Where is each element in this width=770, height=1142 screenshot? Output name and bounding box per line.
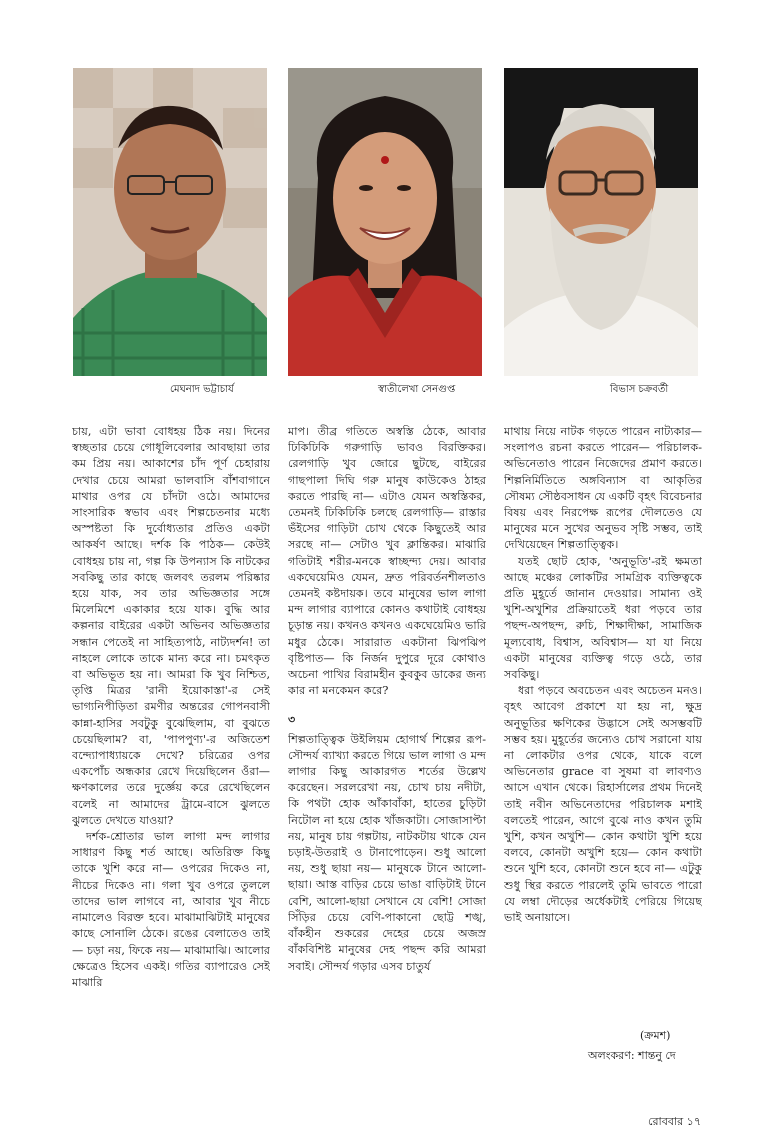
portrait-meghnad-photo [73, 68, 267, 376]
paragraph: শিল্পতাত্ত্বিক উইলিয়ম হোগার্থ শিল্পের রূপ-সৌন্দর্য ব্যাখ্যা করতে গিয়ে ভাল লাগা ও মন্দ লাগার কিছু আকারগত শর্তের উল্লেখ করেছেন। সরলরেখা নয়, চোখ চায় নদীটা, কি পথটা হোক আঁকাবাঁকা, হাতের চুড়িটা নিটোল না হয়ে হোক খাঁজকাটা। সোজাসাপ্টা নয়, মানুষ চায় গল্পটায়, নাটকটায় থাকে যেন চড়াই-উতরাই ও টানাপোড়েন। শুধু আলো নয়, শুধু ছায়া নয়— মানুষকে টানে আলো-ছায়া। আস্ত বাড়ির চেয়ে ভাঙা বাড়িটাই টানে বেশি, আলো-ছায়া সেখানে যে বেশি! সোজা সিঁড়ির চেয়ে বেণি-পাকানো ছোট্ট শঙ্খ, বাঁকহীন শুকরের দেহের চেয়ে অজস্র বাঁকবিশিষ্ট মানুষের দেহ পছন্দ করি আমরা সবাই। সৌন্দর্য গড়ার এসব চাতুর্য [288, 732, 486, 973]
paragraph: চায়, এটা ভাবা বোধহয় ঠিক নয়। দিনের স্বচ্ছতার চেয়ে গোধূলিবেলার আবছায়া তার কম প্রিয় নয়। আকাশের চাঁদ পূর্ণ চেহারায় দেখার চেয়ে আমরা ভালবাসি বাঁশবাগানে মাথার ওপর যে চাঁদটা ওঠে। আমাদের সাংসারিক স্বভাব এবং শিল্পচেতনার মধ্যে অস্পষ্টতা কি দুর্বোধ্যতার প্রতিও একটা আকর্ষণ আছে। দর্শক কি পাঠক— কেউই বোধহয় চায় না, গল্প কি উপন্যাস কি নাটকের সবকিছু তার কাছে জলবৎ তরলম পরিষ্কার হয়ে যাক, সব তার অভিজ্ঞতার সঙ্গে মিলেমিশে একাকার হয়ে যাক। বুদ্ধি আর কল্পনার বাইরের একটা অভিনব অভিজ্ঞতার সন্ধান পেতেই না সাহিত্যপাঠ, নাট্যদর্শন! তা নাহলে লোকে তাকে মান্য করে না। চমৎকৃত বা অভিভূত হয় না। আমরা কি খুব নিশ্চিত, তৃপ্তি মিত্রর 'রানী ইয়োকাস্তা'-র সেই ভাগ্যনিপীড়িতা রমণীর অন্তরের গোপনবাসী কান্না-হাসির সবটুকু বুঝেছিলাম, বা বুঝতে চেয়েছিলাম? বা, 'পাপপুণ্য'-র অজিতেশ বন্দ্যোপাধ্যায়কে দেখে? চরিত্রের ওপর একপোঁচ অন্ধকার রেখে দিয়েছিলেন ওঁরা— ক্ষণকালের তরে দুর্জ্ঞেয় করে রেখেছিলেন বলেই না আমাদের ট্রামে-বাসে ঝুলতে ঝুলতে দেখতে যাওয়া? [72, 425, 270, 827]
paragraph: মাপ। তীব্র গতিতে অস্বস্তি ঠেকে, আবার ঢিকিঢিকি গরুগাড়ি ভাবও বিরক্তিকর। রেলগাড়ি খুব জোরে ছুটছে, বাইরের গাছপালা দিঘি গরু মানুষ কাউকেও ঠাহর করতে পারছি না— এটাও যেমন অস্বস্তিকর, তেমনই ঢিকিঢিকি চলছে রেলগাড়ি— রাস্তার ভঁইসের গাড়িটা চোখ থেকে কিছুতেই আর সরছে না— সেটাও খুব ক্লান্তিকর। মাঝারি গতিটাই শরীর-মনকে স্বাচ্ছন্দ্য দেয়। আবার একঘেয়েমিও যেমন, দ্রুত পরিবর্তনশীলতাও তেমনই কষ্টদায়ক। তবে মানুষের ভাল লাগা মন্দ লাগার ব্যাপারে কোনও কথাটাই বোধহয় চূড়ান্ত নয়। কখনও কখনও একঘেয়েমিও ভারি মধুর ঠেকে। সারারাত একটানা ঝিপঝিপ বৃষ্টিপাত— কি নির্জন দুপুরে দূরে কোথাও অচেনা পাখির বিরামহীন কুবকুব ডাকের জন্য কার না মনকেমন করে? [288, 425, 486, 698]
article-column-1 [72, 424, 270, 1064]
photo-caption: স্বাতীলেখা সেনগুপ্ত [378, 384, 456, 395]
paragraph: ধরা পড়বে অবচেতন এবং অচেতন মনও। বৃহৎ আবেগ প্রকাশে যা হয় না, ক্ষুদ্র অনুভূতির ক্ষণিকের উদ্ভাসে সেই অসম্ভবটি সম্ভব হয়। মুহূর্তের জন্যেও চোখ সরানো যায় না লোকটার ওপর থেকে, যাকে বলে অভিনেতার grace বা সুষমা বা লাবণ্যও আসে এখান থেকে। রিহার্সালের প্রথম দিনেই তাই নবীন অভিনেতাদের পরিচালক মশাই বলতেই পারেন, আগে বুঝে নাও কখন তুমি খুশি, কখন অখুশি— কোন কথাটা খুশি হয়ে বলবে, কোনটা অখুশি হয়ে— কোন কথাটা শুনে খুশি হবে, কোনটা শুনে হবে না— এটুকু শুধু স্থির করতে পারলেই তুমি ভাবতে পারো যে লম্বা দৌড়ের অর্ধেকটাই পেরিয়ে গিয়েছ ভাই অনায়াসে। [504, 684, 702, 925]
illustration-credit: অলংকরণ: শান্তনু দে [588, 1049, 676, 1062]
photo-caption: বিভাস চক্রবর্তী [610, 384, 669, 395]
article-column-2 [288, 424, 486, 1064]
page-folio: রোববার ১৭ [648, 1115, 701, 1128]
paragraph: দর্শক-শ্রোতার ভাল লাগা মন্দ লাগার সাধারণ কিছু শর্ত আছে। অতিরিক্ত কিছু তাকে খুশি করে না— ওপরের দিকেও না, নীচের দিকেও না। গলা খুব ওপরে তুললে তাদের ভাল লাগবে না, আবার খুব নীচে নামালেও বিরক্ত হবে। মাঝামাঝিটাই মানুষের কাছে সোনালি ঠেকে। রঙের বেলাতেও তাই— চড়া নয়, ফিকে নয়— মাঝামাঝি। আলোর ক্ষেত্রেও হিসেব একই। গতির ব্যাপারেও সেই মাঝারি [72, 830, 270, 989]
paragraph: যতই ছোট হোক, 'অনুভূতি'-রই ক্ষমতা আছে মঞ্চের লোকটির সামগ্রিক ব্যক্তিত্বকে প্রতি মুহূর্তে জানান দেওয়ার। সামান্য ওই খুশি-অখুশির প্রক্রিয়াতেই ধরা পড়বে তার পছন্দ-অপছন্দ, রুচি, শিক্ষাদীক্ষা, সামাজিক মূল্যবোধ, বিশ্বাস, অবিশ্বাস— যা যা নিয়ে একটা মানুষের ব্যক্তিত্ব গড়ে ওঠে, তার সবকিছু। [504, 554, 702, 682]
paragraph: মাথায় নিয়ে নাটক গড়তে পারেন নাট্যকার— সংলাপও রচনা করতে পারেন— পরিচালক-অভিনেতাও পারেন নিজেদের প্রমাণ করতে। শিল্পনির্মিতিতে অঙ্গবিন্যাস বা আকৃতির সৌষম্য সৌষ্ঠবসাধন যে একটি বৃহৎ বিবেচনার বিষয় এবং নিরপেক্ষ রূপের দৌলতেও যে মানুষের মনে সুখের অনুভব সৃষ্টি সম্ভব, তাই দেখিয়েছেন শিল্পতাত্ত্বিক। [504, 425, 702, 552]
portrait-bibhas-photo [504, 68, 698, 376]
continued-marker: (ক্রমশ) [640, 1029, 671, 1042]
photo-caption: মেঘনাদ ভট্টাচার্য [170, 384, 234, 395]
article-column-3 [504, 424, 702, 1024]
portrait-swatilekha-photo [288, 68, 482, 376]
section-number: ৩ [288, 712, 296, 727]
